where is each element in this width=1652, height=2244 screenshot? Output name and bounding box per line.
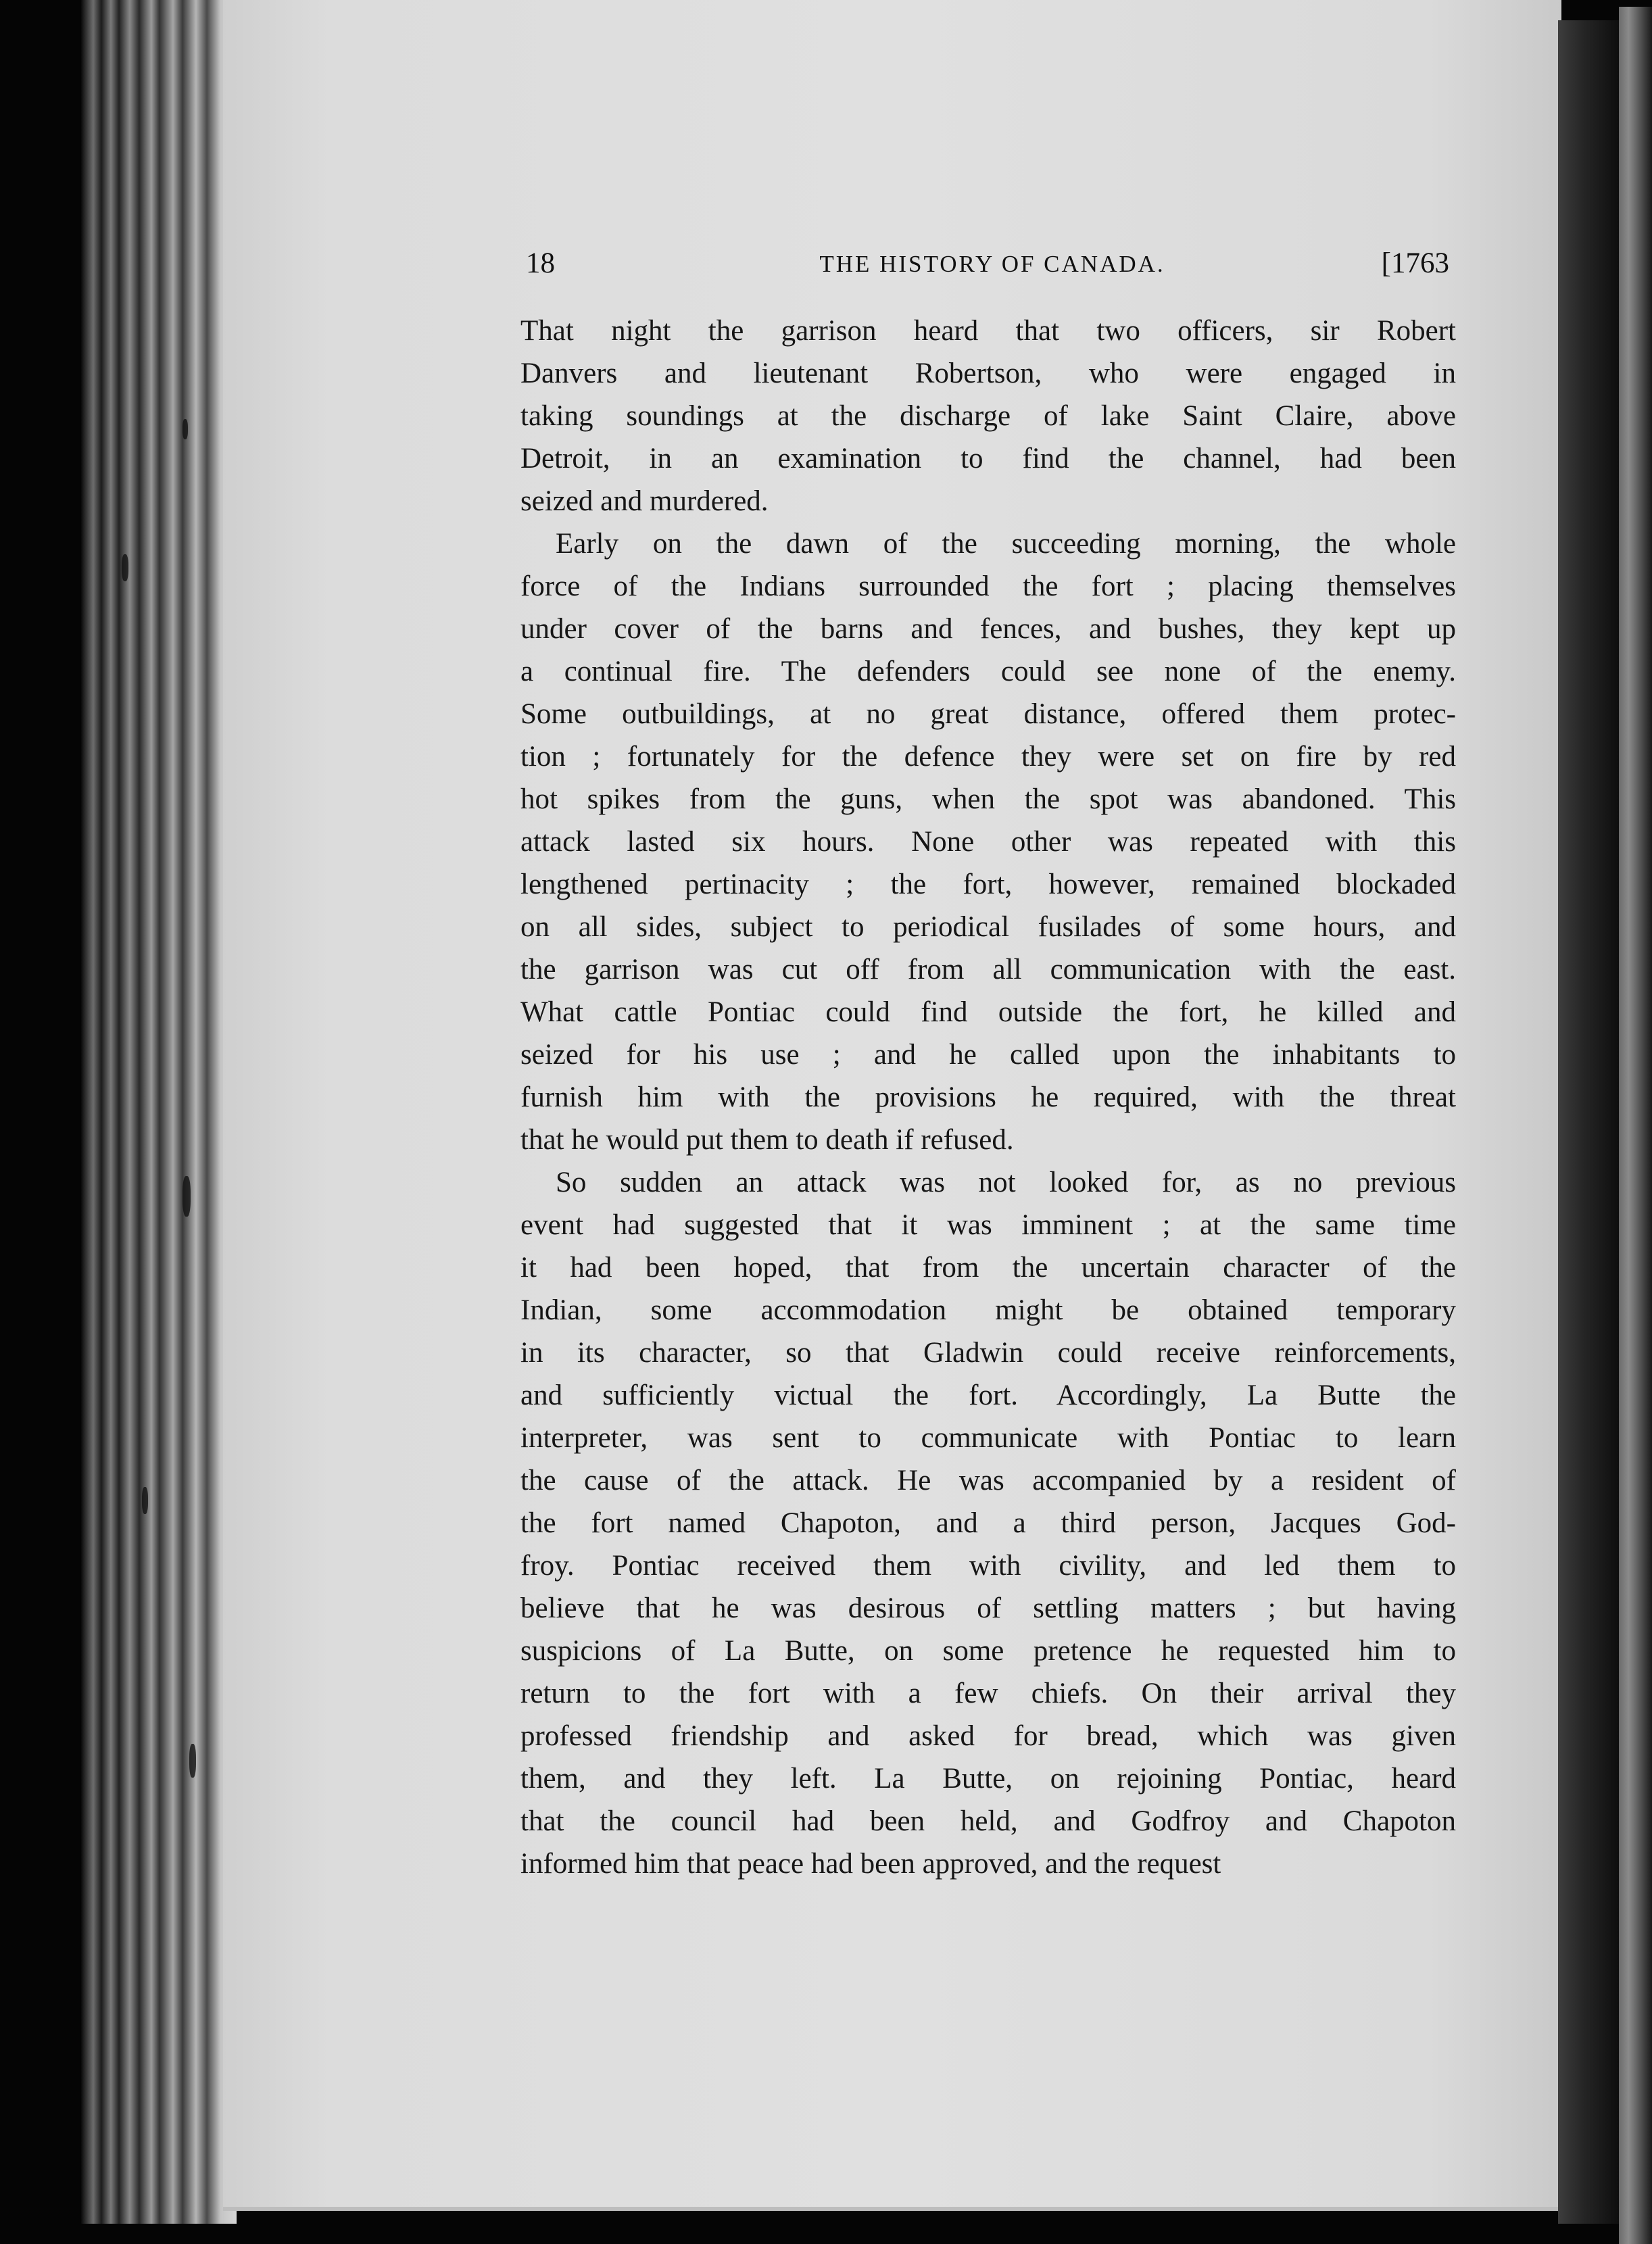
text-line: them, and they left. La Butte, on rejoining Pontiac, heard bbox=[520, 1763, 1456, 1795]
text-line: interpreter, was sent to communicate with Pontiac to learn bbox=[520, 1422, 1456, 1454]
text-line: informed him that peace had been approved, and the request bbox=[520, 1848, 1221, 1880]
text-line: seized for his use ; and he called upon the inhabitants to bbox=[520, 1039, 1456, 1071]
text-line: it had been hoped, that from the uncertain character of the bbox=[520, 1252, 1456, 1284]
text-line: Detroit, in an examination to find the channel, had been bbox=[520, 443, 1456, 474]
text-line: a continual fire. The defenders could see none of the enemy. bbox=[520, 656, 1456, 687]
text-line: Early on the dawn of the succeeding morning, the whole bbox=[556, 528, 1456, 560]
text-line: seized and murdered. bbox=[520, 485, 769, 517]
body-text bbox=[520, 310, 1456, 1885]
text-line: that the council had been held, and Godfroy and Chapoton bbox=[520, 1805, 1456, 1837]
text-line: believe that he was desirous of settling matters ; but having bbox=[520, 1592, 1456, 1624]
text-line: hot spikes from the guns, when the spot was abandoned. This bbox=[520, 783, 1456, 815]
text-line: the fort named Chapoton, and a third person, Jacques God- bbox=[520, 1507, 1456, 1539]
text-line: What cattle Pontiac could find outside the fort, he killed and bbox=[520, 996, 1456, 1028]
text-line: the garrison was cut off from all communication with the east. bbox=[520, 954, 1456, 985]
paragraph bbox=[520, 310, 1456, 522]
text-line: in its character, so that Gladwin could receive reinforcements, bbox=[520, 1337, 1456, 1369]
text-line: Some outbuildings, at no great distance, offered them protec- bbox=[520, 698, 1456, 730]
text-line: tion ; fortunately for the defence they were set on fire by red bbox=[520, 741, 1456, 773]
text-line: lengthened pertinacity ; the fort, however, remained blockaded bbox=[520, 869, 1456, 900]
text-line: Danvers and lieutenant Robertson, who were engaged in bbox=[520, 358, 1456, 389]
text-line: attack lasted six hours. None other was repeated with this bbox=[520, 826, 1456, 858]
running-header bbox=[526, 247, 1459, 287]
paragraph bbox=[520, 522, 1456, 1161]
edge-blemish bbox=[183, 1176, 191, 1217]
text-line: event had suggested that it was imminent ; at the same time bbox=[520, 1209, 1456, 1241]
text-line: the cause of the attack. He was accompanied by a resident of bbox=[520, 1465, 1456, 1496]
edge-blemish bbox=[142, 1487, 148, 1514]
text-line: froy. Pontiac received them with civility, and led them to bbox=[520, 1550, 1456, 1582]
text-line: on all sides, subject to periodical fusilades of some hours, and bbox=[520, 911, 1456, 943]
text-line: taking soundings at the discharge of lake Saint Claire, above bbox=[520, 400, 1456, 432]
text-line: return to the fort with a few chiefs. On their arrival they bbox=[520, 1678, 1456, 1709]
page-number: 18 bbox=[526, 247, 555, 279]
header-year: [1763 bbox=[1381, 247, 1449, 279]
text-line: suspicions of La Butte, on some pretence he requested him to bbox=[520, 1635, 1456, 1667]
text-line: professed friendship and asked for bread, which was given bbox=[520, 1720, 1456, 1752]
text-line: force of the Indians surrounded the fort ; placing themselves bbox=[520, 570, 1456, 602]
text-line: Indian, some accommodation might be obtained temporary bbox=[520, 1294, 1456, 1326]
edge-blemish bbox=[183, 419, 188, 439]
edge-blemish bbox=[189, 1744, 196, 1778]
text-line: So sudden an attack was not looked for, as no previous bbox=[556, 1167, 1456, 1198]
paragraph bbox=[520, 1161, 1456, 1885]
text-line: furnish him with the provisions he required, with the threat bbox=[520, 1081, 1456, 1113]
edge-blemish bbox=[122, 554, 128, 581]
gutter-shadow bbox=[1558, 20, 1619, 2224]
text-line: that he would put them to death if refused. bbox=[520, 1124, 1014, 1156]
text-line: under cover of the barns and fences, and bushes, they kept up bbox=[520, 613, 1456, 645]
text-line: That night the garrison heard that two officers, sir Robert bbox=[520, 315, 1456, 347]
running-title: THE HISTORY OF CANADA. bbox=[819, 251, 1165, 277]
right-page-edge bbox=[1619, 7, 1652, 2244]
text-line: and sufficiently victual the fort. Accordingly, La Butte the bbox=[520, 1380, 1456, 1411]
page-edges bbox=[81, 0, 237, 2224]
